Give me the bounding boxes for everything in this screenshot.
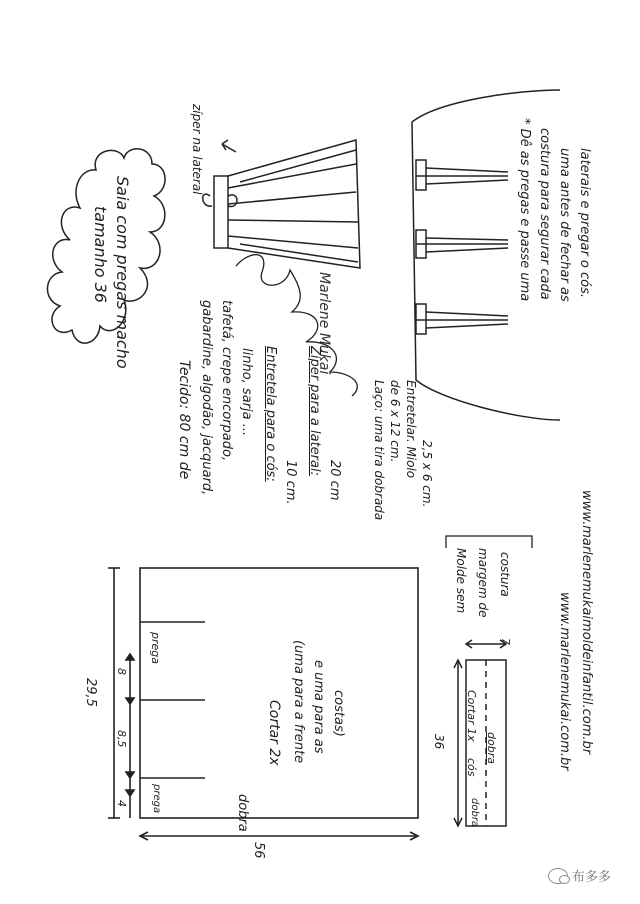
- skirt-seg-1: 4: [115, 800, 128, 807]
- waistband-height-label: 7: [499, 638, 512, 645]
- instructions-line-2: costura para segurar cada: [537, 128, 552, 300]
- skirt-fold-label: dobra: [235, 794, 250, 832]
- waistband-fold: dobra: [485, 732, 498, 764]
- skirt-seg-3: 8: [115, 668, 128, 675]
- materials-interfacing-2: 10 cm.: [283, 460, 298, 505]
- url-1: www.marlenemukai.com.br: [557, 592, 572, 771]
- watermark: [548, 866, 611, 885]
- waistband-length-label: 36: [432, 734, 446, 750]
- instructions-line-4: laterais e pregar o cós.: [577, 148, 592, 299]
- materials-fabric-4: linho, sarja ...: [239, 348, 254, 437]
- materials-zipper-1: Zíper para a lateral:: [307, 346, 322, 476]
- materials-fabric-1: Tecido: 80 cm de: [176, 360, 192, 480]
- instructions-line-1: * Dê as pregas e passe uma: [517, 118, 532, 302]
- watermark-text: 布多多: [572, 870, 612, 885]
- chat-bubble-icon: [548, 868, 568, 884]
- materials-bow-1: Laço: uma tira dobrada: [372, 380, 386, 521]
- signature-text: Marlene Mukai: [316, 272, 332, 375]
- signature-scribble: [236, 255, 357, 396]
- title-line-2: tamanho 36: [91, 206, 110, 303]
- waistband-drawing: [454, 640, 506, 826]
- materials-zipper-2: 20 cm: [327, 460, 342, 501]
- waistband-fold-corner: dobra: [469, 798, 480, 828]
- skirt-width-label: 29,5: [83, 678, 98, 707]
- seam-note-bracket: [446, 536, 532, 548]
- pleat-label-top: prega: [149, 632, 162, 664]
- seam-note-2: margem de: [476, 548, 490, 618]
- materials-bow-3: Entretelar. Miolo: [404, 380, 418, 479]
- waistband-cut: Cortar 1x: [465, 690, 478, 742]
- skirt-length-label: 56: [251, 842, 266, 859]
- materials-interfacing-1: Entretela para o cós:: [263, 346, 278, 482]
- url-2: www.marlenemukaimoldeinfantil.com.br: [579, 490, 594, 755]
- instructions-line-3: uma antes de fechar as: [557, 148, 572, 302]
- skirt-sketch: [203, 140, 360, 268]
- pleat-label-bottom: prega: [151, 784, 162, 814]
- seam-note-3: costura: [498, 552, 512, 597]
- skirt-seg-2: 8,5: [115, 730, 128, 748]
- waistband-name: cós: [465, 758, 478, 777]
- zipper-note: zíper na lateral: [190, 104, 204, 195]
- seam-note-1: Molde sem: [454, 548, 468, 614]
- materials-fabric-2: gabardine, algodão, jacquard,: [199, 300, 214, 496]
- materials-fabric-3: tafetá, crepe encorpado,: [219, 300, 234, 462]
- title-line-1: Saia com pregas macho: [113, 176, 132, 369]
- skirt-panel-outline: [140, 568, 418, 818]
- materials-bow-4: 2,5 x 6 cm.: [420, 440, 434, 508]
- skirt-cut-line-2: (uma para a frente: [291, 640, 306, 764]
- skirt-cut-line-3: e uma para as: [311, 660, 326, 754]
- materials-bow-2: de 6 x 12 cm.: [388, 380, 402, 463]
- skirt-cut-line-4: costas): [331, 690, 346, 737]
- skirt-cut-line-1: Cortar 2x: [266, 700, 282, 766]
